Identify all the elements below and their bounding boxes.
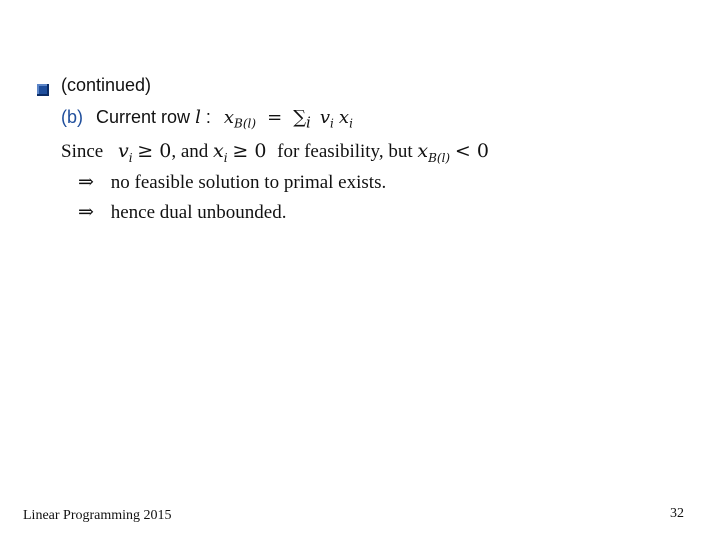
cond3-sub: B(l) xyxy=(428,150,451,165)
cond2-letter: x xyxy=(213,140,224,162)
sub-point-b xyxy=(61,107,353,132)
cond3-relation: < 0 xyxy=(454,140,489,162)
cond2-var xyxy=(213,140,228,165)
sum-term-v xyxy=(319,107,334,131)
cond3-letter: x xyxy=(417,140,429,162)
sum-glyph: ∑ xyxy=(293,107,307,128)
cond1-letter: v xyxy=(117,140,129,162)
implication-line-1 xyxy=(78,171,386,194)
sum-term-x xyxy=(338,107,353,131)
implication-line-2 xyxy=(78,201,286,224)
cond2-sub: i xyxy=(223,150,228,165)
feasibility-text: for feasibility, but xyxy=(277,141,413,162)
since-word: Since xyxy=(61,141,104,162)
cond2-relation: ≥ 0 xyxy=(232,140,267,162)
slide-heading xyxy=(61,75,151,96)
footer-course: Linear Programming 2015 xyxy=(23,508,172,523)
basis-var-sub: B(l) xyxy=(234,116,257,131)
heading-text: (continued) xyxy=(61,75,152,95)
since-line xyxy=(61,140,489,165)
sum-x-letter: x xyxy=(338,107,350,128)
row-variable: l xyxy=(195,107,201,128)
sum-sub: i xyxy=(306,113,311,132)
implication-1-text: no feasible solution to primal exists. xyxy=(110,172,387,193)
implies-arrow-icon: ⇒ xyxy=(78,171,94,193)
sum-v-sub: i xyxy=(330,116,334,131)
sum-symbol xyxy=(293,107,311,132)
colon: : xyxy=(205,107,211,127)
basis-var xyxy=(223,107,257,131)
sum-x-sub: i xyxy=(349,116,353,131)
equals-sign: = xyxy=(267,107,283,128)
sum-v-letter: v xyxy=(319,107,331,128)
cond3-var xyxy=(417,140,451,165)
sub-marker: (b) xyxy=(61,107,83,127)
page-number: 32 xyxy=(670,506,684,521)
cond1-var xyxy=(117,140,133,165)
implies-arrow-icon: ⇒ xyxy=(78,201,94,223)
and-text: , and xyxy=(171,141,209,162)
implication-2-text: hence dual unbounded. xyxy=(110,202,287,223)
cond1-relation: ≥ 0 xyxy=(137,140,172,162)
basis-var-letter: x xyxy=(223,107,235,128)
square-bullet-icon xyxy=(37,84,49,96)
cond1-sub: i xyxy=(128,150,133,165)
sub-text: Current row xyxy=(96,107,191,127)
